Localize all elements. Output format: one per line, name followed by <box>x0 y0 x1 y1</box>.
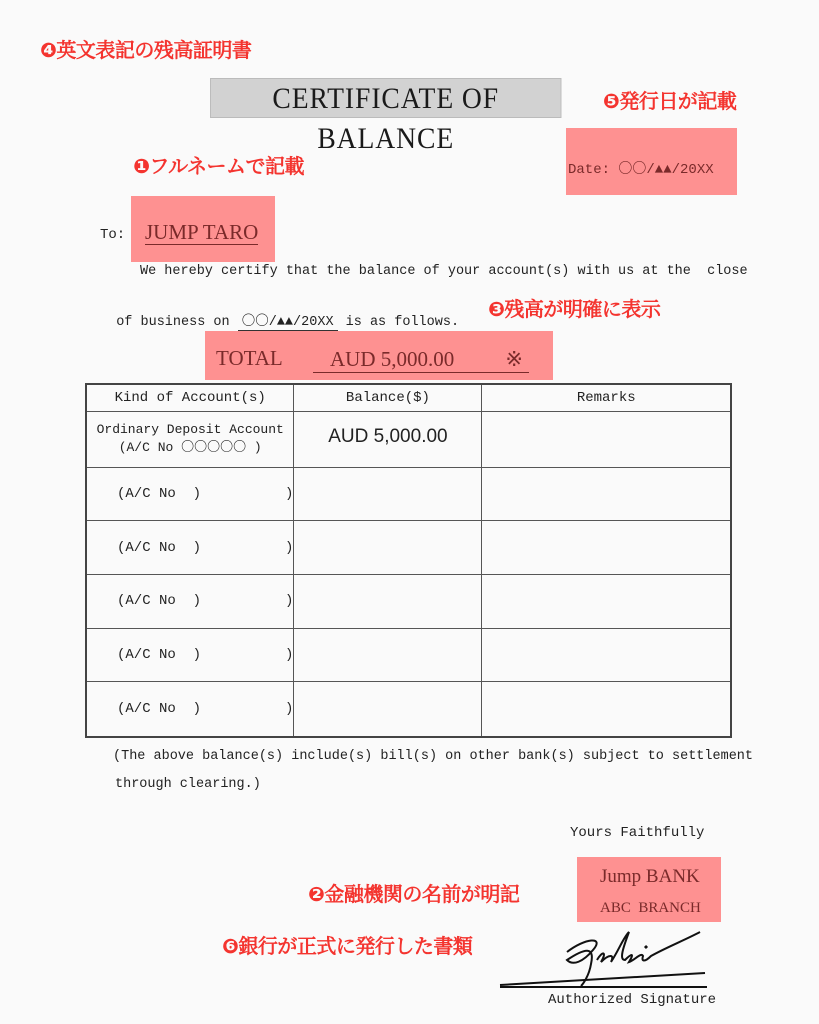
account-balance: AUD 5,000.00 <box>294 411 482 467</box>
text-prefix: of business on <box>116 315 238 330</box>
table-header <box>86 384 731 411</box>
issue-date: Date: 〇〇/▲▲/20XX <box>568 162 714 178</box>
recipient-name: JUMP TARO <box>145 220 259 244</box>
total-value <box>313 346 529 373</box>
annotation-bank-name: ❷金融機関の名前が明記 <box>308 882 520 906</box>
bank-name: Jump BANK <box>600 866 700 887</box>
table-row <box>86 411 731 467</box>
balance-table <box>85 383 732 738</box>
annotation-english-certificate: ❹英文表記の残高証明書 <box>40 38 252 62</box>
total-amount: AUD 5,000.00 <box>330 347 455 371</box>
annotation-official-document: ❻銀行が正式に発行した書類 <box>222 934 473 958</box>
note-mark: ※ <box>505 347 523 371</box>
signature <box>495 928 715 992</box>
table-row: (A/C No ) ) <box>86 682 731 737</box>
annotation-issue-date: ❺発行日が記載 <box>603 89 737 113</box>
to-label: To: <box>100 227 126 243</box>
account-remarks <box>482 411 731 467</box>
text-suffix: is as follows. <box>337 315 460 330</box>
note-line1: (The above balance(s) include(s) bill(s) on other bank(s) subject to settlement <box>113 749 754 764</box>
table-row: (A/C No ) ) <box>86 574 731 628</box>
closing: Yours Faithfully <box>570 825 705 841</box>
business-date: 〇〇/▲▲/20XX <box>238 315 338 331</box>
note-line2: through clearing.) <box>115 777 261 792</box>
table-row: (A/C No ) ) <box>86 628 731 682</box>
header-remarks: Remarks <box>482 384 731 411</box>
total-label: TOTAL <box>216 346 283 370</box>
annotation-full-name: ❶フルネームで記載 <box>133 154 305 178</box>
table-row: (A/C No ) ) <box>86 467 731 521</box>
table-row: (A/C No ) ) <box>86 521 731 575</box>
signature-label: Authorized Signature <box>548 992 717 1008</box>
header-balance: Balance($) <box>294 384 482 411</box>
certify-text-line1: We hereby certify that the balance of your account(s) with us at the close <box>140 264 748 279</box>
branch-name: ABC BRANCH <box>600 900 701 916</box>
document-title: CERTIFICATE OF BALANCE <box>210 78 561 118</box>
account-kind: Ordinary Deposit Account (A/C No 〇〇〇〇〇 ) <box>86 411 294 467</box>
annotation-clear-balance: ❸残高が明確に表示 <box>488 297 661 321</box>
certify-text-line2 <box>100 294 459 330</box>
header-kind: Kind of Account(s) <box>86 384 294 411</box>
